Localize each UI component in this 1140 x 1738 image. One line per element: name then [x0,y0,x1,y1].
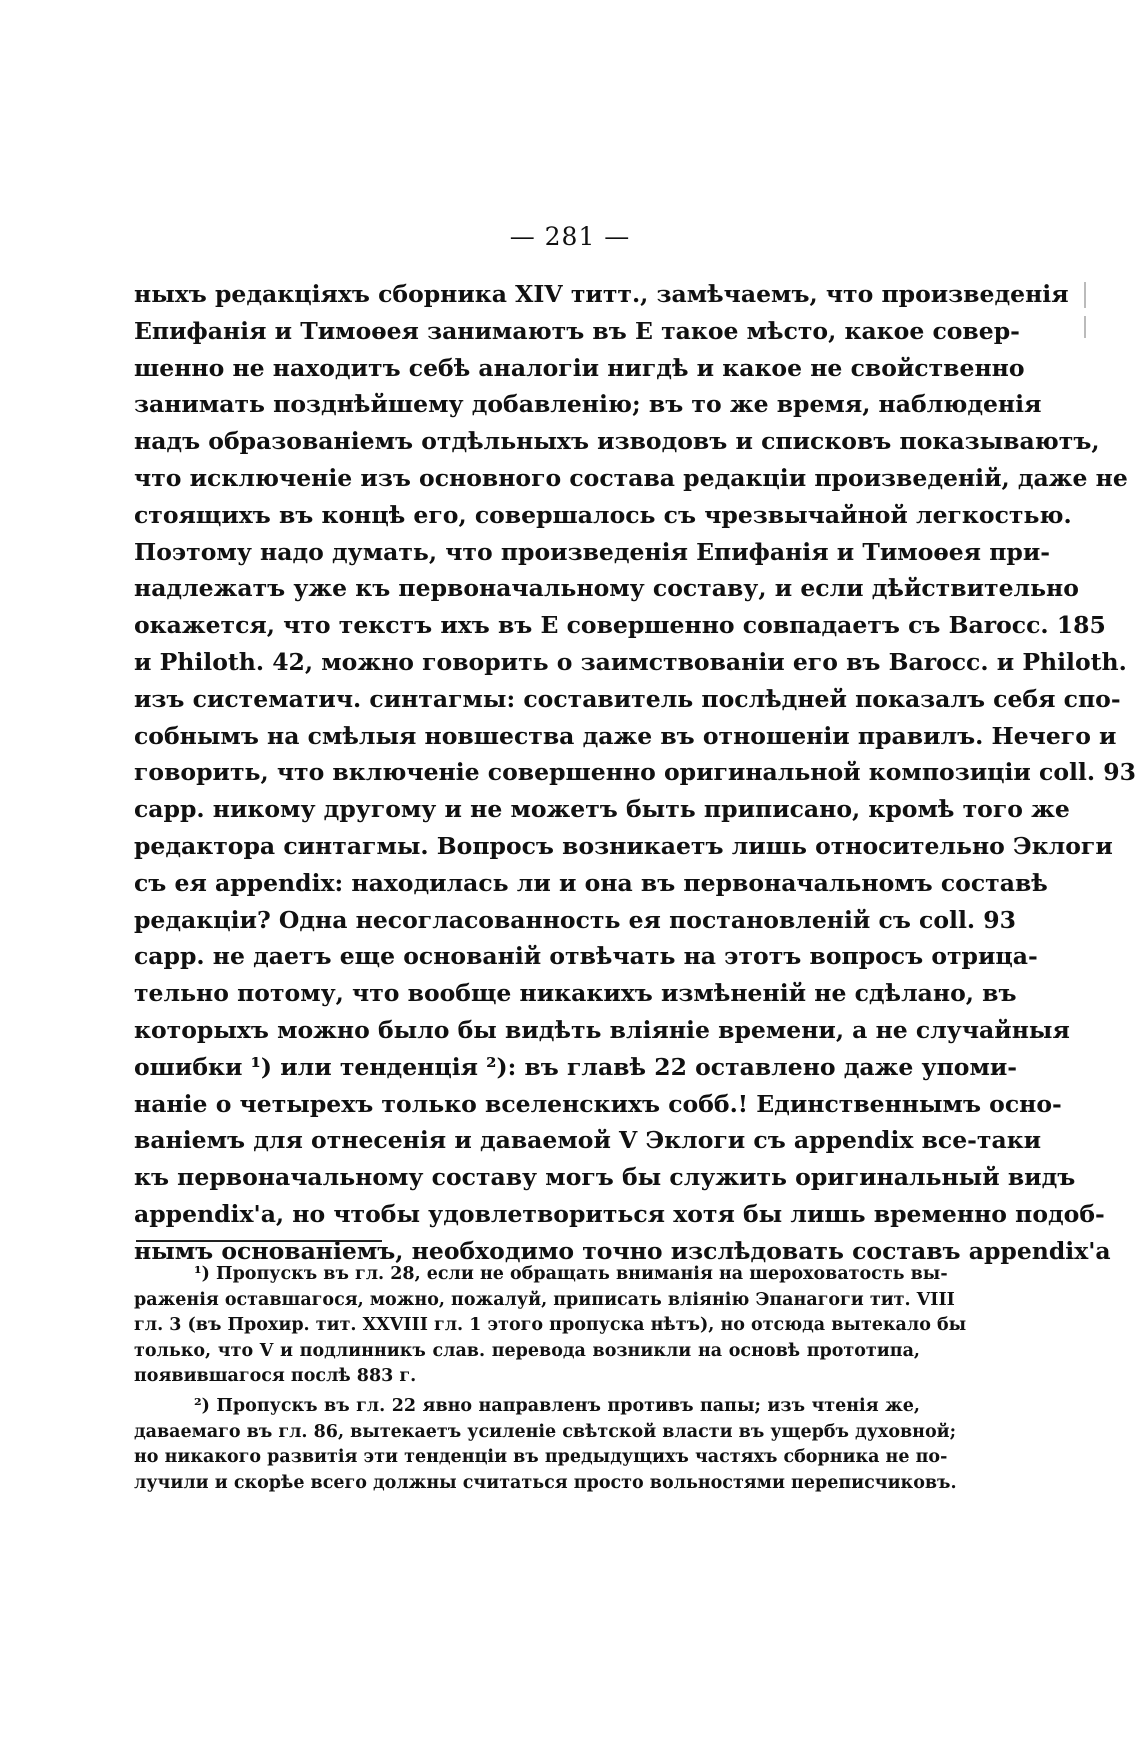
body-text [134,276,1136,1270]
footnote-divider [136,1240,382,1242]
body-line: нымъ основаніемъ, необходимо точно изслѣдовать составъ appendix'а [134,1236,1111,1265]
body-line: изъ систематич. синтагмы: составитель послѣдней показалъ себя спо- [134,684,1121,713]
footnote-line: даваемаго въ гл. 86, вытекаетъ усиленіе свѣтской власти въ ущербъ духовной; [134,1421,957,1442]
footnote-line: но никакого развитія эти тенденціи въ предыдущихъ частяхъ сборника не по- [134,1447,948,1468]
footnote-line: ¹) Пропускъ въ гл. 28, если не обращать вниманія на шероховатость вы- [194,1264,948,1284]
footnote-line: лучили и скорѣе всего должны считаться просто вольностями переписчиковъ. [134,1472,957,1493]
body-line: редакціи? Одна несогласованность ея постановленій съ coll. 93 [134,905,1016,934]
body-line: къ первоначальному составу могъ бы служить оригинальный видъ [134,1163,1076,1192]
footnote-2 [134,1394,957,1496]
body-line: ваніемъ для отнесенія и даваемой V Эклоги съ appendix все-таки [134,1126,1042,1155]
body-line: редактора синтагмы. Вопросъ возникаетъ лишь относительно Эклоги [134,831,1113,860]
body-line: Поэтому надо думать, что произведенія Епифанія и Тимоѳея при- [134,537,1051,566]
body-line: Епифанія и Тимоѳея занимаютъ въ E такое мѣсто, какое совер- [134,316,1020,345]
footnote-line: раженія оставшагося, можно, пожалуй, приписать вліянію Эпанагоги тит. VIII [134,1289,955,1310]
footnote-line: гл. 3 (въ Прохир. тит. XXVIII гл. 1 этого пропуска нѣтъ), но отсюда вытекало бы [134,1315,967,1336]
body-line: окажется, что текстъ ихъ въ E совершенно совпадаетъ съ Barocc. 185 [134,611,1106,640]
scan-margin-mark [1084,282,1086,308]
body-line: capp. не даетъ еще основаній отвѣчать на этотъ вопросъ отрица- [134,942,1038,971]
scan-margin-mark [1084,316,1086,338]
body-line: надлежатъ уже къ первоначальному составу, и если дѣйствительно [134,574,1079,603]
body-line: тельно потому, что вообще никакихъ измѣненій не сдѣлано, въ [134,979,1017,1008]
body-line: appendix'а, но чтобы удовлетвориться хотя бы лишь временно подоб- [134,1199,1105,1228]
footnote-line: только, что V и подлинникъ слав. перевода возникли на основѣ прототипа, [134,1340,920,1361]
body-line: шенно не находитъ себѣ аналогіи нигдѣ и какое не свойственно [134,353,1025,382]
body-line: capp. никому другому и не можетъ быть приписано, кромѣ того же [134,795,1070,824]
body-line: которыхъ можно было бы видѣть вліяніе времени, а не случайныя [134,1015,1070,1044]
body-line: стоящихъ въ концѣ его, совершалось съ чрезвычайной легкостью. [134,500,1072,529]
body-line: и Philoth. 42, можно говорить о заимствованіи его въ Barocc. и Philoth. [134,647,1127,676]
footnote-line: ²) Пропускъ въ гл. 22 явно направленъ противъ папы; изъ чтенія же, [194,1395,920,1416]
body-line: собнымъ на смѣлыя новшества даже въ отношеніи правилъ. Нечего и [134,721,1117,750]
body-line: ныхъ редакціяхъ сборника XIV титт., замѣчаемъ, что произведенія [134,280,1069,308]
body-line: ошибки ¹) или тенденція ²): въ главѣ 22 оставлено даже упоми- [134,1052,1018,1081]
footnote-1 [134,1262,967,1390]
body-line: что исключеніе изъ основного состава редакціи произведеній, даже не [134,463,1128,492]
body-line: занимать позднѣйшему добавленію; въ то же время, наблюденія [134,390,1042,419]
page-number: — 281 — [509,222,631,251]
body-line: съ ея appendix: находилась ли и она въ первоначальномъ составѣ [134,868,1048,897]
footnotes [134,1262,967,1500]
body-line: надъ образованіемъ отдѣльныхъ изводовъ и списковъ показываютъ, [134,427,1100,456]
footnote-line: появившагося послѣ 883 г. [134,1366,417,1387]
body-line: наніе о четырехъ только вселенскихъ собб.! Единственнымъ осно- [134,1089,1062,1118]
body-line: говорить, что включеніе совершенно оригинальной композиціи coll. 93 [134,758,1136,787]
